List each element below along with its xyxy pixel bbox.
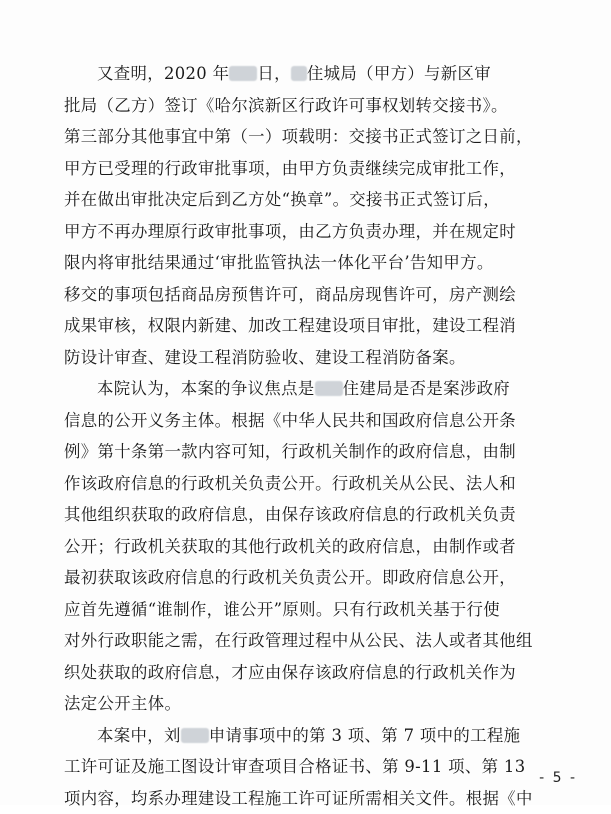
- text-line: [64, 184, 564, 216]
- text-line: [64, 468, 564, 500]
- text-segment: 最初获取该政府信息的行政机关负责公开。即政府信息公开，: [64, 568, 516, 587]
- text-line: [64, 279, 564, 311]
- text-segment: 第三部分其他事宜中第（一）项载明：交接书正式签订之日前，: [64, 127, 533, 146]
- text-segment: 其他组织获取的政府信息，由保存该政府信息的行政机关负责: [64, 505, 516, 524]
- text-line: [64, 657, 564, 689]
- text-line: [64, 688, 564, 720]
- text-segment: 法定公开主体。: [64, 694, 181, 713]
- text-line: [64, 121, 564, 153]
- text-segment: 本院认为，本案的争议焦点是: [97, 379, 315, 398]
- text-line: [64, 153, 564, 185]
- paragraph: [64, 58, 564, 373]
- paragraph: [64, 373, 564, 720]
- text-segment: 日，: [257, 64, 290, 83]
- text-segment: 移交的事项包括商品房预售许可，商品房现售许可，房产测绘: [64, 285, 516, 304]
- text-segment: 公开；行政机关获取的其他行政机关的政府信息，由制作或者: [64, 537, 516, 556]
- redaction-mark: [315, 381, 343, 396]
- text-segment: 批局（乙方）签订《哈尔滨新区行政许可事权划转交接书》。: [64, 96, 508, 115]
- text-segment: 成果审核，权限内新建、加改工程建设项目审批，建设工程消: [64, 316, 516, 335]
- paragraph: [64, 720, 564, 814]
- text-line: [64, 436, 564, 468]
- text-line: [64, 373, 564, 405]
- text-segment: 甲方不再办理原行政审批事项，由乙方负责办理，并在规定时: [64, 222, 516, 241]
- text-segment: 防设计审查、建设工程消防验收、建设工程消防备案。: [64, 348, 466, 367]
- text-line: [64, 342, 564, 374]
- text-segment: 作该政府信息的行政机关负责公开。行政机关从公民、法人和: [64, 474, 516, 493]
- text-segment: 限内将审批结果通过‘审批监管执法一体化平台’告知甲方。: [64, 253, 494, 272]
- text-segment: 又查明，2020 年: [97, 64, 229, 83]
- text-line: [64, 310, 564, 342]
- text-segment: 织处获取的政府信息，才应由保存该政府信息的行政机关作为: [64, 663, 516, 682]
- text-segment: 工许可证及施工图设计审查项目合格证书、第 9-11 项、第 13: [64, 757, 526, 776]
- text-line: [64, 499, 564, 531]
- document-body: [64, 58, 564, 814]
- text-line: [64, 594, 564, 626]
- text-segment: 应首先遵循“谁制作，谁公开”原则。只有行政机关基于行使: [64, 600, 500, 619]
- text-line: [64, 247, 564, 279]
- text-segment: 申请事项中的第 3 项、第 7 项中的工程施: [209, 726, 521, 745]
- text-line: [64, 783, 564, 814]
- redaction-mark: [181, 728, 209, 743]
- text-line: [64, 405, 564, 437]
- text-segment: 住城局（甲方）与新区审: [307, 64, 491, 83]
- text-line: [64, 90, 564, 122]
- text-segment: 项内容，均系办理建设工程施工许可证所需相关文件。根据《中: [64, 789, 533, 808]
- redaction-mark: [229, 66, 257, 81]
- text-segment: 并在做出审批决定后到乙方处“换章”。交接书正式签订后，: [64, 190, 500, 209]
- text-line: [64, 720, 564, 752]
- text-segment: 本案中，刘: [97, 726, 181, 745]
- redaction-mark: [291, 66, 307, 81]
- text-line: [64, 531, 564, 563]
- text-segment: 信息的公开义务主体。根据《中华人民共和国政府信息公开条: [64, 411, 516, 430]
- page-number: - 5 -: [0, 770, 611, 786]
- text-segment: 对外行政职能之需，在行政管理过程中从公民、法人或者其他组: [64, 631, 533, 650]
- text-line: [64, 625, 564, 657]
- text-line: [64, 58, 564, 90]
- text-segment: 例》第十条第一款内容可知，行政机关制作的政府信息，由制: [64, 442, 516, 461]
- text-segment: 住建局是否是案涉政府: [343, 379, 510, 398]
- text-line: [64, 562, 564, 594]
- text-line: [64, 216, 564, 248]
- text-segment: 甲方已受理的行政审批事项，由甲方负责继续完成审批工作，: [64, 159, 516, 178]
